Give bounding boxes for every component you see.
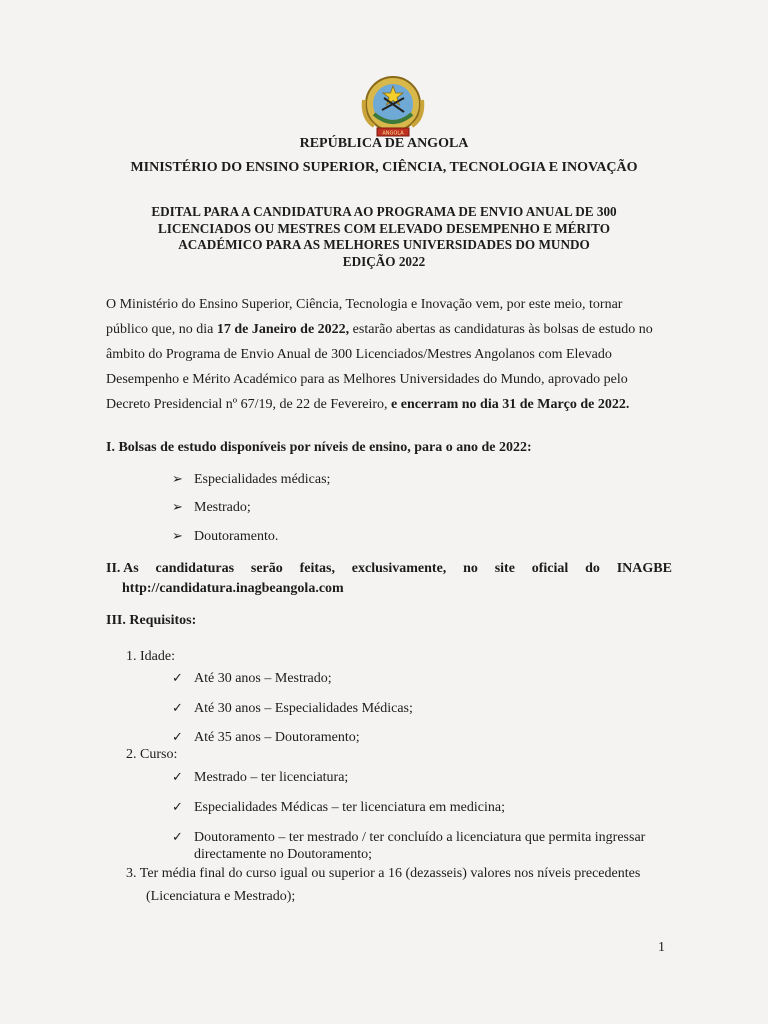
- list-item-text: Até 30 anos – Mestrado;: [194, 671, 332, 686]
- list-item: [172, 799, 505, 816]
- list-item-text: Mestrado – ter licenciatura;: [194, 770, 349, 785]
- text-span: estarão abertas as candidaturas às bolsas de estudo no: [349, 322, 653, 337]
- word: oficial: [531, 561, 569, 576]
- check-icon: ✓: [172, 700, 183, 715]
- check-icon: ✓: [172, 769, 183, 784]
- edital-title: [0, 204, 768, 270]
- requirement-grade-continuation: (Licenciatura e Mestrado);: [146, 889, 296, 904]
- list-item-text: Até 35 anos – Doutoramento;: [194, 730, 360, 745]
- arrow-bullet-icon: ➢: [172, 499, 183, 514]
- republic-heading: REPÚBLICA DE ANGOLA: [299, 136, 469, 151]
- list-item: [172, 769, 348, 786]
- paragraph-line: Desempenho e Mérito Académico para as Melhores Universidades do Mundo, aprovado pelo: [106, 372, 628, 387]
- word: serão: [250, 561, 283, 576]
- opening-date: 17 de Janeiro de 2022,: [216, 322, 350, 337]
- check-icon: ✓: [172, 829, 183, 844]
- list-item-text: Especialidades médicas;: [194, 472, 331, 487]
- requirement-age-label: 1. Idade:: [126, 649, 175, 664]
- paragraph-line: O Ministério do Ensino Superior, Ciência, Tecnologia e Inovação vem, por este meio, tornar: [106, 297, 623, 312]
- arrow-bullet-icon: ➢: [172, 528, 183, 543]
- word: site: [494, 561, 515, 576]
- check-icon: ✓: [172, 729, 183, 744]
- svg-text:ANGOLA: ANGOLA: [382, 130, 404, 137]
- check-icon: ✓: [172, 670, 183, 685]
- word: INAGBE: [616, 561, 672, 576]
- list-item: [172, 471, 330, 488]
- list-item: [172, 499, 251, 516]
- list-item-text: Mestrado;: [194, 500, 251, 515]
- requirement-grade: 3. Ter média final do curso igual ou superior a 16 (dezasseis) valores nos níveis precedentes: [126, 866, 641, 881]
- word: exclusivamente,: [351, 561, 447, 576]
- text-span: público que, no dia: [106, 322, 217, 337]
- text-span: Decreto Presidencial nº 67/19, de 22 de Fevereiro,: [106, 397, 392, 412]
- section-3-title: III. Requisitos:: [106, 613, 197, 628]
- closing-date: e encerram no dia 31 de Março de 2022.: [391, 397, 630, 412]
- word: do: [585, 561, 600, 576]
- application-site-link[interactable]: http://candidatura.inagbeangola.com: [122, 581, 344, 596]
- list-item-text: Doutoramento – ter mestrado / ter concluído a licenciatura que permita ingressar: [194, 830, 646, 845]
- word: no: [463, 561, 478, 576]
- list-item-continuation: directamente no Doutoramento;: [194, 847, 373, 862]
- edital-line: EDIÇÃO 2022: [342, 253, 426, 269]
- section-2-title: [106, 561, 672, 577]
- check-icon: ✓: [172, 799, 183, 814]
- edital-line: LICENCIADOS OU MESTRES COM ELEVADO DESEMPENHO E MÉRITO: [158, 220, 610, 236]
- list-item: [172, 670, 332, 687]
- edital-line: EDITAL PARA A CANDIDATURA AO PROGRAMA DE ENVIO ANUAL DE 300: [151, 204, 617, 219]
- intro-paragraph: [106, 292, 674, 417]
- section-1-title: I. Bolsas de estudo disponíveis por níveis de ensino, para o ano de 2022:: [106, 440, 532, 455]
- paragraph-line: [106, 392, 674, 417]
- word: candidaturas: [155, 561, 235, 576]
- list-item: [172, 700, 413, 717]
- page-number: 1: [658, 940, 665, 955]
- word: II. As: [106, 561, 139, 576]
- list-item: [172, 729, 360, 746]
- list-item: [172, 528, 278, 545]
- ministry-heading: MINISTÉRIO DO ENSINO SUPERIOR, CIÊNCIA, TECNOLOGIA E INOVAÇÃO: [130, 160, 638, 175]
- requirement-course-label: 2. Curso:: [126, 747, 178, 762]
- arrow-bullet-icon: ➢: [172, 471, 183, 486]
- angola-coat-of-arms: [360, 74, 426, 140]
- list-item-text: Especialidades Médicas – ter licenciatura em medicina;: [194, 800, 505, 815]
- edital-line: ACADÉMICO PARA AS MELHORES UNIVERSIDADES DO MUNDO: [178, 237, 590, 252]
- paragraph-line: [106, 317, 674, 342]
- paragraph-line: âmbito do Programa de Envio Anual de 300 Licenciados/Mestres Angolanos com Elevado: [106, 347, 612, 362]
- list-item: [172, 829, 645, 846]
- list-item-text: Até 30 anos – Especialidades Médicas;: [194, 701, 413, 716]
- list-item-text: Doutoramento.: [194, 529, 279, 544]
- word: feitas,: [299, 561, 335, 576]
